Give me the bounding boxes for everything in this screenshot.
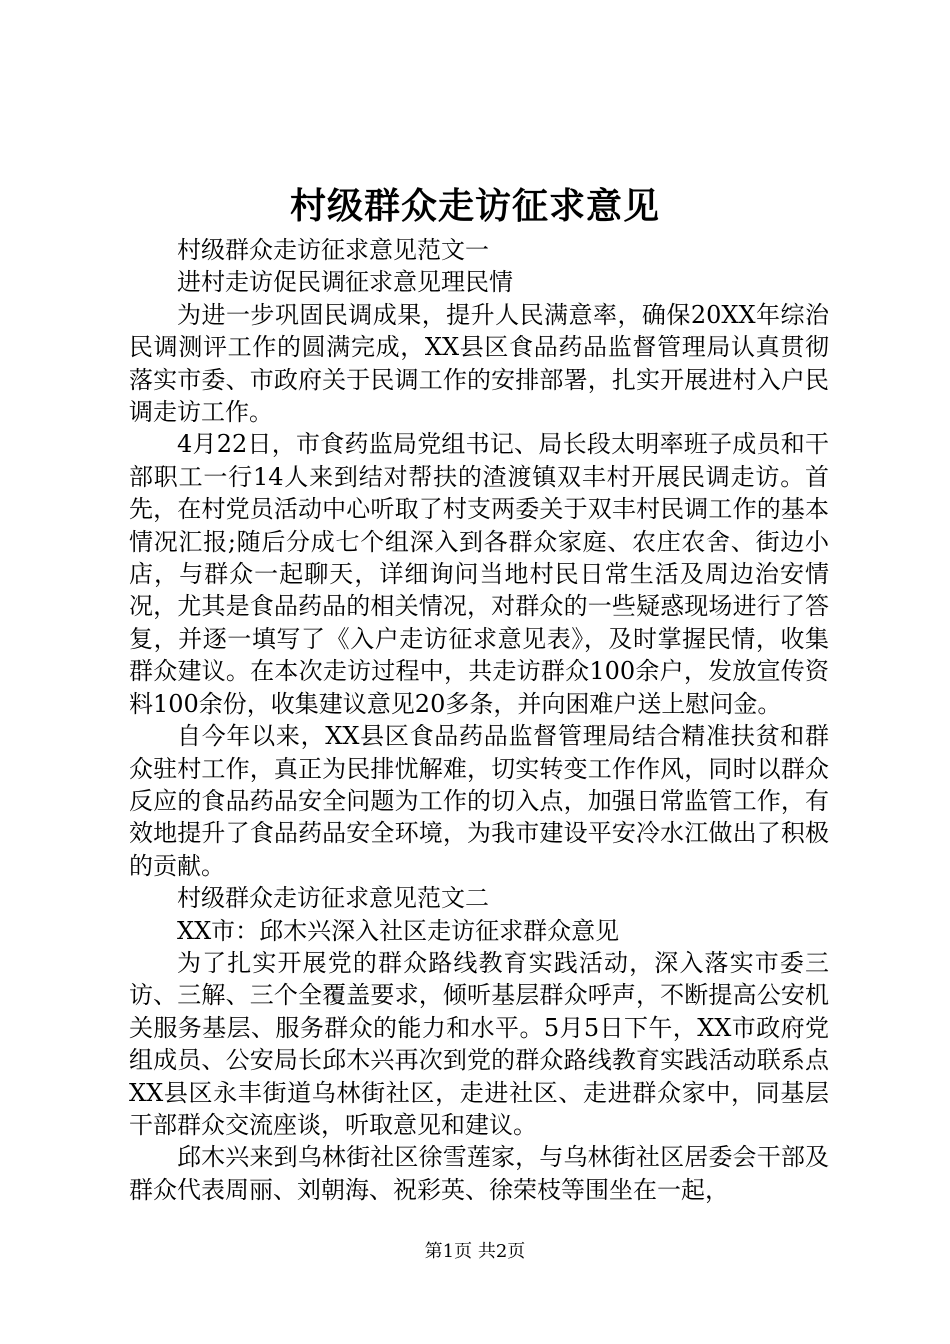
paragraph: 自今年以来，XX县区食品药品监督管理局结合精准扶贫和群众驻村工作，真正为民排忧解难，切实转变工作作风，同时以群众反应的食品药品安全问题为工作的切入点，加强日常监管工作，有效地提升了食品药品安全环境，为我市建设平安冷水江做出了积极的贡献。 [129,722,829,880]
paragraph: 邱木兴来到乌林街社区徐雪莲家，与乌林街社区居委会干部及群众代表周丽、刘朝海、祝彩英、徐荣枝等围坐在一起， [129,1143,829,1204]
paragraph-subheading-1: 进村走访促民调征求意见理民情 [177,268,513,297]
document-body [129,234,829,1206]
paragraph: 为进一步巩固民调成果，提升人民满意率，确保20XX年综治民调测评工作的圆满完成，XX县区食品药品监督管理局认真贯彻落实市委、市政府关于民调工作的安排部署，扎实开展进村入户民调走访工作。 [129,300,829,427]
paragraph-heading-2: 村级群众走访征求意见范文二 [177,884,489,913]
page-footer: 第1页 共2页 [424,1241,526,1262]
paragraph-subheading-2: XX市：邱木兴深入社区走访征求群众意见 [177,916,620,945]
document-title: 村级群众走访征求意见 [289,185,660,227]
paragraph: 为了扎实开展党的群众路线教育实践活动，深入落实市委三访、三解、三个全覆盖要求，倾听基层群众呼声，不断提高公安机关服务基层、服务群众的能力和水平。5月5日下午，XX市政府党组成员、公安局长邱木兴再次到党的群众路线教育实践活动联系点XX县区永丰街道乌林街社区，走进社区、走进群众家中，同基层干部群众交流座谈，听取意见和建议。 [129,948,829,1139]
paragraph-heading-1: 村级群众走访征求意见范文一 [177,236,489,264]
paragraph: 4月22日，市食药监局党组书记、局长段太明率班子成员和干部职工一行14人来到结对帮扶的渣渡镇双丰村开展民调走访。首先，在村党员活动中心听取了村支两委关于双丰村民调工作的基本情况汇报;随后分成七个组深入到各群众家庭、农庄农舍、街边小店，与群众一起聊天，详细询问当地村民日常生活及周边治安情况，尤其是食品药品的相关情况，对群众的一些疑惑现场进行了答复，并逐一填写了《入户走访征求意见表》，及时掌握民情，收集群众建议。在本次走访过程中，共走访群众100余户，发放宣传资料100余份，收集建议意见20多条，并向困难户送上慰问金。 [129,430,829,718]
